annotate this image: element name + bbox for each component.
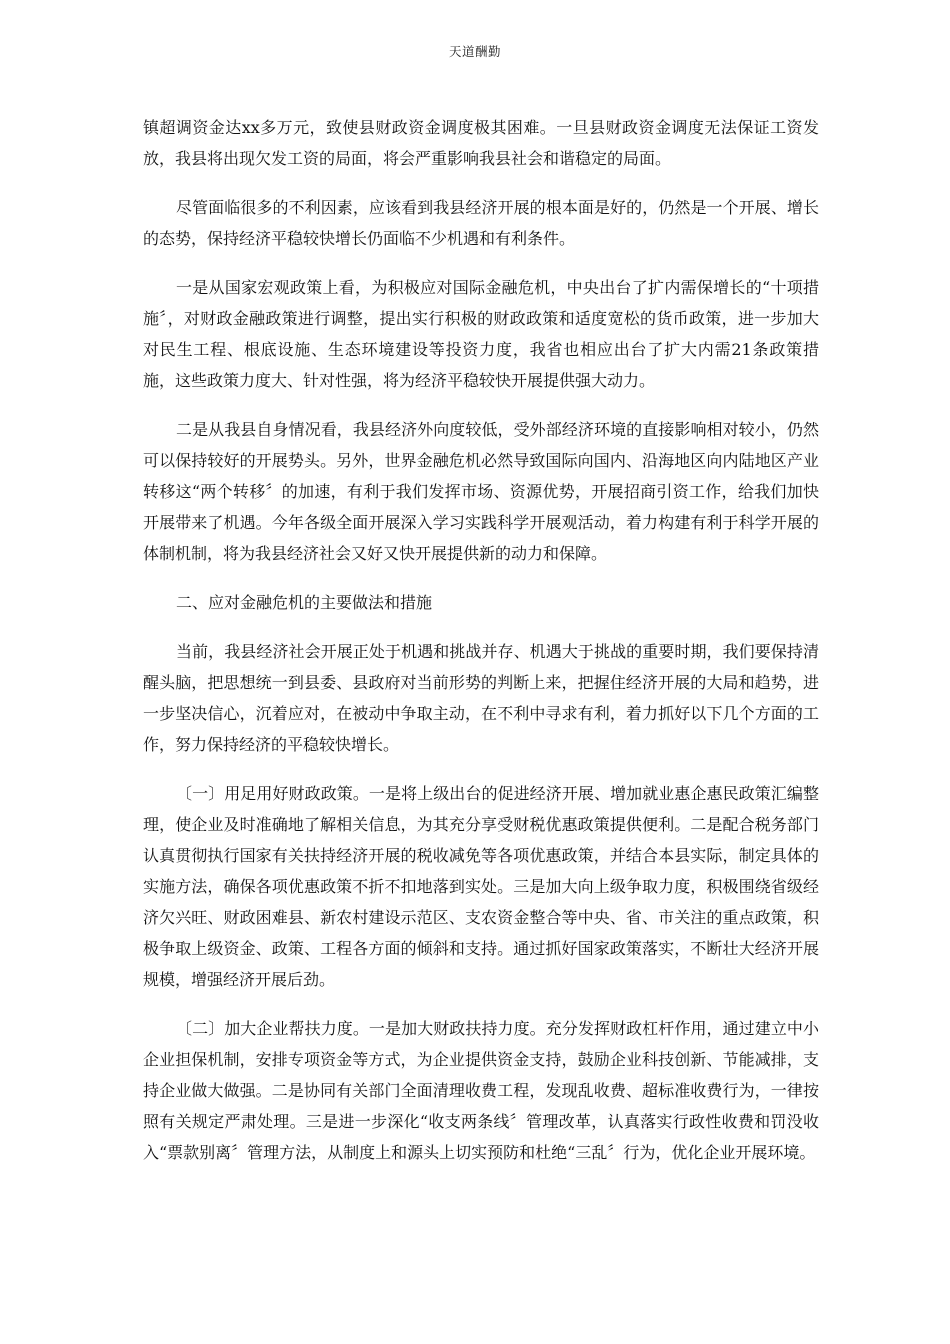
paragraph-overview: 尽管面临很多的不利因素，应该看到我县经济开展的根本面是好的，仍然是一个开展、增长的态势，保持经济平稳较快增长仍面临不少机遇和有利条件。 — [143, 198, 819, 248]
paragraph-county-situation: 二是从我县自身情况看，我县经济外向度较低，受外部经济环境的直接影响相对较小，仍然可以保持较好的开展势头。另外，世界金融危机必然导致国际向国内、沿海地区向内陆地区产业转移这“两个转移〞的加速，有利于我们发挥市场、资源优势，开展招商引资工作，给我们加快开展带来了机遇。今年各级全面开展深入学习实践科学开展观活动，着力构建有利于科学开展的体制机制，将为我县经济社会又好又快开展提供新的动力和保障。 — [143, 420, 819, 563]
section-heading: 二、应对金融危机的主要做法和措施 — [176, 593, 433, 612]
paragraph-fiscal-policy: 〔一〕用足用好财政政策。一是将上级出台的促进经济开展、增加就业惠企惠民政策汇编整理，使企业及时准确地了解相关信息，为其充分享受财税优惠政策提供便利。二是配合税务部门认真贯彻执行国家有关扶持经济开展的税收减免等各项优惠政策，并结合本县实际，制定具体的实施方法，确保各项优惠政策不折不扣地落到实处。三是加大向上级争取力度，积极围绕省级经济欠兴旺、财政困难县、新农村建设示范区、支农资金整合等中央、省、市关注的重点政策，积极争取上级资金、政策、工程各方面的倾斜和支持。通过抓好国家政策落实，不断壮大经济开展规模，增强经济开展后劲。 — [143, 784, 819, 989]
page-header: 天道酬勤 — [448, 44, 501, 59]
paragraph-macro-policy: 一是从国家宏观政策上看，为积极应对国际金融危机，中央出台了扩内需保增长的“十项措施〞，对财政金融政策进行调整，提出实行积极的财政政策和适度宽松的货币政策，进一步加大对民生工程、根底设施、生态环境建设等投资力度，我省也相应出台了扩大内需21条政策措施，这些政策力度大、针对性强，将为经济平稳较快开展提供强大动力。 — [143, 278, 819, 390]
paragraph-enterprise-support: 〔二〕加大企业帮扶力度。一是加大财政扶持力度。充分发挥财政杠杆作用，通过建立中小企业担保机制，安排专项资金等方式，为企业提供资金支持，鼓励企业科技创新、节能减排，支持企业做大做强。二是协同有关部门全面清理收费工程，发现乱收费、超标准收费行为，一律按照有关规定严肃处理。三是进一步深化“收支两条线〞管理改革，认真落实行政性收费和罚没收入“票款别离〞管理方法，从制度上和源头上切实预防和杜绝“三乱〞行为，优化企业开展环境。 — [143, 1019, 819, 1162]
document-body — [143, 112, 819, 1186]
paragraph-current-situation: 当前，我县经济社会开展正处于机遇和挑战并存、机遇大于挑战的重要时期，我们要保持清醒头脑，把思想统一到县委、县政府对当前形势的判断上来，把握住经济开展的大局和趋势，进一步坚决信心，沉着应对，在被动中争取主动，在不利中寻求有利，着力抓好以下几个方面的工作，努力保持经济的平稳较快增长。 — [143, 642, 819, 754]
paragraph-continuation: 镇超调资金达xx多万元，致使县财政资金调度极其困难。一旦县财政资金调度无法保证工资发放，我县将出现欠发工资的局面，将会严重影响我县社会和谐稳定的局面。 — [143, 118, 819, 168]
